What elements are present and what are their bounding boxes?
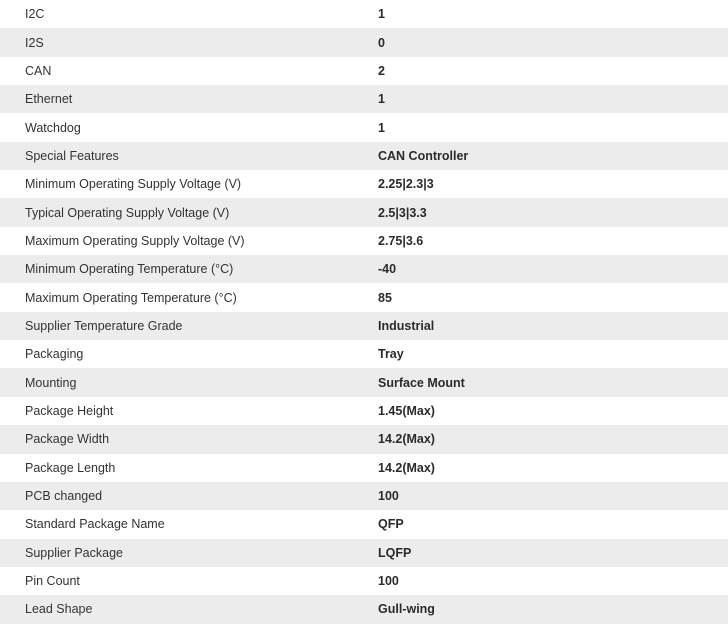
spec-row	[0, 28, 728, 56]
spec-value: 100	[378, 489, 399, 504]
spec-value: Tray	[378, 347, 404, 362]
spec-label: PCB changed	[25, 489, 103, 504]
spec-value: 2	[378, 63, 385, 78]
spec-row	[0, 283, 728, 311]
spec-label: Minimum Operating Supply Voltage (V)	[25, 177, 242, 192]
spec-row	[0, 595, 728, 623]
spec-label: Maximum Operating Supply Voltage (V)	[25, 233, 245, 248]
spec-row	[0, 510, 728, 538]
spec-value: LQFP	[378, 545, 412, 560]
spec-label: Mounting	[25, 375, 77, 390]
spec-value: CAN Controller	[378, 148, 469, 163]
spec-row	[0, 368, 728, 396]
spec-label: Package Width	[25, 432, 110, 447]
spec-row	[0, 425, 728, 453]
spec-label: Supplier Temperature Grade	[25, 318, 183, 333]
spec-value: Industrial	[378, 318, 435, 333]
spec-label: Packaging	[25, 347, 84, 362]
spec-row	[0, 85, 728, 113]
spec-label: Maximum Operating Temperature (°C)	[25, 290, 237, 305]
spec-row	[0, 255, 728, 283]
spec-value: 2.75|3.6	[378, 233, 424, 248]
spec-value: 14.2(Max)	[378, 460, 435, 475]
spec-row	[0, 0, 728, 28]
spec-value: 1	[378, 92, 385, 107]
spec-label: Watchdog	[25, 120, 81, 135]
spec-row	[0, 113, 728, 141]
spec-row	[0, 340, 728, 368]
spec-value: 2.25|2.3|3	[378, 177, 434, 192]
spec-label: Ethernet	[25, 92, 73, 107]
spec-label: Pin Count	[25, 574, 80, 589]
spec-value: -40	[378, 262, 397, 277]
spec-value: 1.45(Max)	[378, 403, 435, 418]
spec-label: Special Features	[25, 148, 119, 163]
spec-row	[0, 454, 728, 482]
spec-value: QFP	[378, 517, 404, 532]
spec-row	[0, 142, 728, 170]
spec-label: Package Length	[25, 460, 116, 475]
spec-row	[0, 567, 728, 595]
spec-row	[0, 482, 728, 510]
spec-row	[0, 170, 728, 198]
spec-value: Surface Mount	[378, 375, 465, 390]
spec-label: Minimum Operating Temperature (°C)	[25, 262, 234, 277]
spec-row	[0, 198, 728, 226]
spec-row	[0, 312, 728, 340]
spec-label: I2S	[25, 35, 44, 50]
spec-row	[0, 397, 728, 425]
spec-value: 2.5|3|3.3	[378, 205, 427, 220]
spec-row	[0, 227, 728, 255]
spec-label: Lead Shape	[25, 602, 93, 617]
spec-value: Gull-wing	[378, 602, 435, 617]
spec-value: 1	[378, 120, 385, 135]
spec-value: 0	[378, 35, 385, 50]
spec-value: 85	[378, 290, 392, 305]
spec-label: CAN	[25, 63, 52, 78]
spec-label: Typical Operating Supply Voltage (V)	[25, 205, 230, 220]
spec-row	[0, 539, 728, 567]
spec-value: 1	[378, 7, 385, 22]
spec-row	[0, 57, 728, 85]
spec-label: Supplier Package	[25, 545, 123, 560]
spec-label: I2C	[25, 7, 45, 22]
spec-value: 100	[378, 574, 399, 589]
spec-label: Standard Package Name	[25, 517, 165, 532]
spec-label: Package Height	[25, 403, 114, 418]
spec-value: 14.2(Max)	[378, 432, 435, 447]
